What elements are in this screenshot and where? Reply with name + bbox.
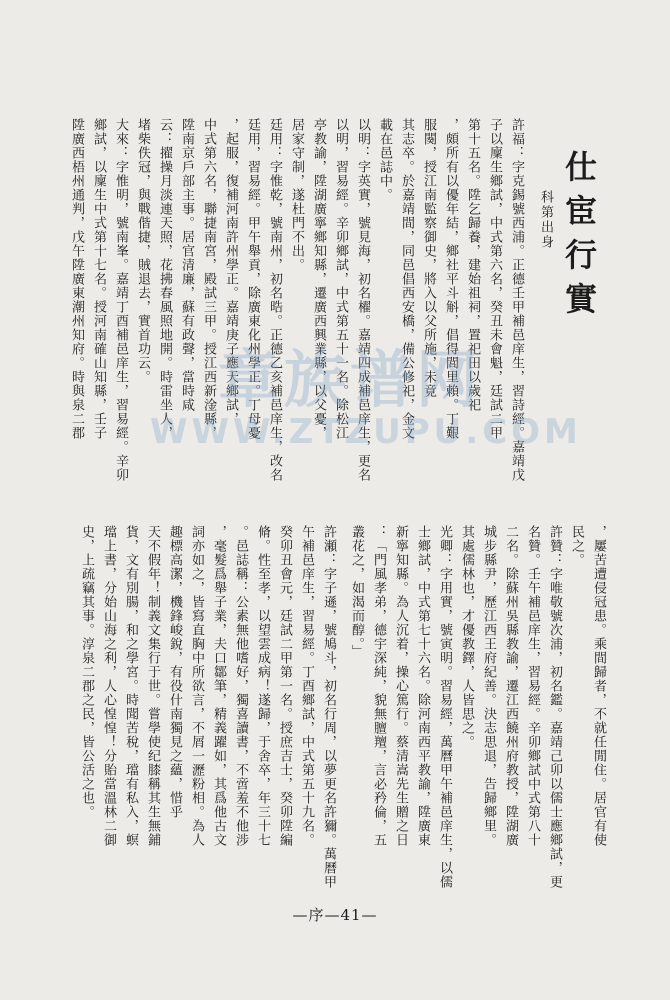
text-column: 叢花之，如渴而醇。」 — [349, 525, 364, 659]
text-column: 士鄉試，中式第七十六名。除河南西平教諭，陞廣東 — [415, 525, 430, 847]
text-column: 許福：字克錫號西浦。正德壬甲補邑庠生，習詩經。嘉靖戊 — [509, 118, 524, 482]
text-column: 廷用：字惟乾，號南州，初名晧。正德乙亥補邑庠生，改名 — [267, 118, 282, 482]
text-column: 第十五名。陞乞歸養，建始祖祠，置祀田以歲祀 — [465, 118, 480, 412]
watermark: 章族谱网 — [217, 343, 482, 416]
text-column: 許瀬：字子遜，號鳩斗，初名行周，以夢更名許獮。萬曆甲 — [321, 525, 336, 889]
text-column: 璫上書，分始山海之利，人心惶惶！分貽當溫林二御 — [101, 525, 116, 847]
text-column: 亭教諭，陞湖廣寧鄉知縣，遷廣西興業縣，以父憂， — [311, 118, 326, 440]
text-column: ，屢苦遭侵冠患。乘間歸者，不就任閒住。居官有使 — [591, 525, 606, 847]
text-column: 以明：字英實，號見海，初名櫂。嘉靖四成補邑庠生，更名 — [355, 118, 370, 482]
text-column: 新寧知縣。為人沉着，操心篤行。蔡清嵩先生贈之日 — [393, 525, 408, 847]
text-column: 名贊。壬午補邑庠生，習易經。辛卯鄉試中式第八十 — [525, 525, 540, 847]
text-column: 鄉試，以廩生中式第十七名。授河南確山知縣，壬子 — [91, 118, 106, 440]
text-column: 二名。除蘇州吳縣教諭，遷江西饒州府教授，陞湖廣 — [503, 525, 518, 847]
text-column: 居家守制，遂杜門不出。 — [289, 118, 304, 272]
page-number: —序—41— — [292, 906, 378, 924]
text-column: 光卿：字用實，號寅明。習易經，萬曆甲午補邑庠生，以儒 — [437, 525, 452, 889]
text-column: 許贊：字唯敬號次浦，初名鑑。嘉靖己卯以儒士應鄉試，更 — [547, 525, 562, 889]
text-column: 癸卯丑會元，廷試二甲第一名。授庶吉士，癸卯陞編 — [277, 525, 292, 847]
text-column: ，起服，復補河南許州學正。嘉靖庚子應天鄉試， — [223, 118, 238, 426]
text-column: 載在邑誌中。 — [377, 118, 392, 202]
watermark-url: WWW.ZTZUPU.COM — [150, 412, 582, 452]
text-column: ，毫髮爲舉子業，夫口鄒筆，精義躍如，其爲他古文 — [211, 525, 226, 847]
text-column: 陞南京戶部主事。居官清廉，蘇有政聲，當時咸 — [179, 118, 194, 412]
text-column: 服闋，授江南監察御史，將入以父所施，未竟 — [421, 118, 436, 398]
text-column: 城步縣尹，歷江西王府紀善。決志思退，告歸鄉里。 — [481, 525, 496, 847]
text-column: 堵柴佚冠，與戰偕捷，賊退去，實首功云。 — [135, 118, 150, 384]
page-title: 仕宦行實 — [560, 150, 598, 326]
text-column: 。邑誌稱：公素無他嗜好，獨喜讀書，不啻羞不他涉 — [233, 525, 248, 847]
text-column: 陞廣西梧州通判，戊午陞廣東潮州知府。時與泉二郡 — [69, 118, 84, 440]
text-column: 貨，文有別腸，和之學宮。時聞苦稅，璫有私入，螟 — [123, 525, 138, 847]
text-column: 廷用，習易經。甲午舉貢，除廣東化州學正。丁母憂 — [245, 118, 260, 440]
text-column: 中式第六名，聯捷南宮，殿試三甲。授江西新淦縣， — [201, 118, 216, 440]
text-column: 詞亦如之，皆寫直胸中所欲言，不屑一瀝粉相。為人 — [189, 525, 204, 847]
text-column: 午補邑庠生，習易經。丁酉鄉試，中式第五十九名。 — [299, 525, 314, 847]
text-column: 以明，習易經。辛卯鄉試，中式第五十一名。除松江 — [333, 118, 348, 440]
text-column: 大來：字惟明，號南峯。嘉靖丁酉補邑庠生，習易經。辛卯 — [113, 118, 128, 482]
text-column: ：「門風孝弟，德宇深純，貌無膻羶，言必矜倫，五 — [371, 525, 386, 847]
text-column: 民之。 — [569, 525, 584, 567]
text-column: 趣標高潔，機鋒峻銳，有役什南獨見之蘊，惜乎 — [167, 525, 182, 819]
text-column: 其處儒林也，才優教鐸，人皆思之。 — [459, 525, 474, 749]
text-column: 其志卒。於嘉靖間，同邑倡西安橋，備公修祀，金文 — [399, 118, 414, 440]
text-column: 史，上疏竊其事。淳泉二郡之民，皆公活之也。 — [79, 525, 94, 819]
text-column: 子以廩生鄉試，中式第六名，癸丑未會魁，廷試二甲 — [487, 118, 502, 440]
text-column: 脩。性至孝，以望雲成病！遂歸，于舍卒，年三十七 — [255, 525, 270, 847]
section-subtitle: 科第出身 — [538, 190, 553, 250]
text-column: 天不假年！制義文集行于世。嘗學使纪膝稱其生無鋪 — [145, 525, 160, 847]
text-column: ，頗所有以優年結，鄉社平斗斛，倡得閭里賴。丁艱 — [443, 118, 458, 440]
text-column: 云：擢操月淡連天照，花拂春風照地開。時雷坐人， — [157, 118, 172, 440]
